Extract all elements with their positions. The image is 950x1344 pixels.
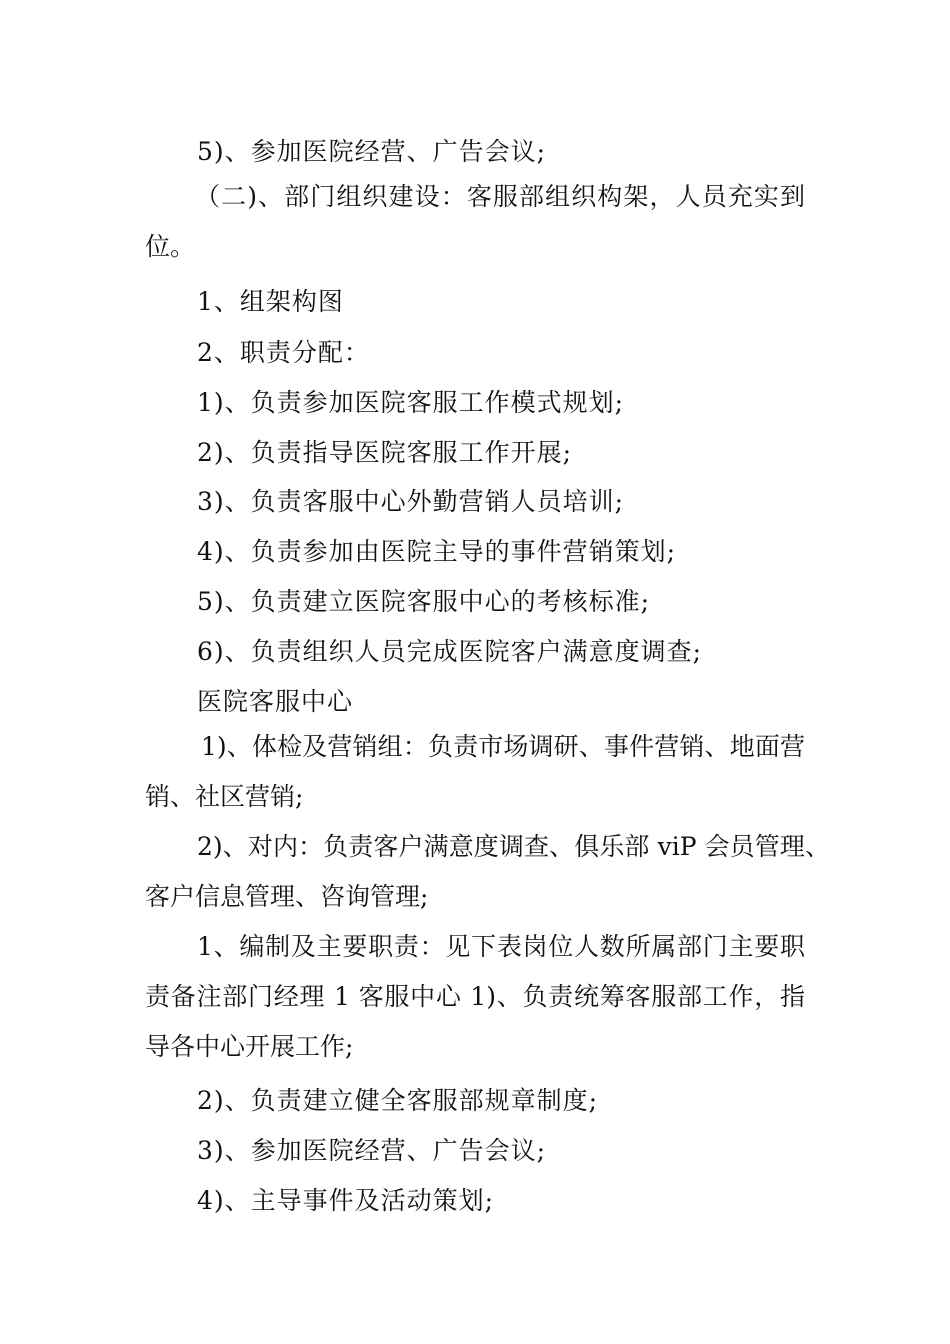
paragraph: 1)、负责参加医院客服工作模式规划; [197,388,625,417]
paragraph: 2)、负责指导医院客服工作开展; [197,438,573,467]
paragraph: 1)、体检及营销组：负责市场调研、事件营销、地面营销、社区营销; [145,732,805,811]
paragraph: 5)、参加医院经营、广告会议; [197,137,547,166]
paragraph: 4)、负责参加由医院主导的事件营销策划; [197,537,677,566]
paragraph: 1、编制及主要职责：见下表岗位人数所属部门主要职责备注部门经理 1 客服中心 1)、负责统筹客服部工作，指导各中心开展工作; [145,932,805,1061]
paragraph: 4)、主导事件及活动策划; [197,1186,495,1215]
paragraph: 3)、参加医院经营、广告会议; [197,1136,547,1165]
paragraph: 2、职责分配： [197,338,370,367]
paragraph: 2)、负责建立健全客服部规章制度; [197,1086,599,1115]
paragraph: 1、组架构图 [197,287,344,316]
paragraph: （二)、部门组织建设：客服部组织构架，人员充实到位。 [145,182,805,261]
paragraph: 6)、负责组织人员完成医院客户满意度调查; [197,637,703,666]
paragraph: 2)、对内：负责客户满意度调查、俱乐部 viP 会员管理、客户信息管理、咨询管理; [145,832,830,911]
paragraph: 3)、负责客服中心外勤营销人员培训; [197,487,625,516]
paragraph: 5)、负责建立医院客服中心的考核标准; [197,587,651,616]
paragraph: 医院客服中心 [197,687,354,716]
